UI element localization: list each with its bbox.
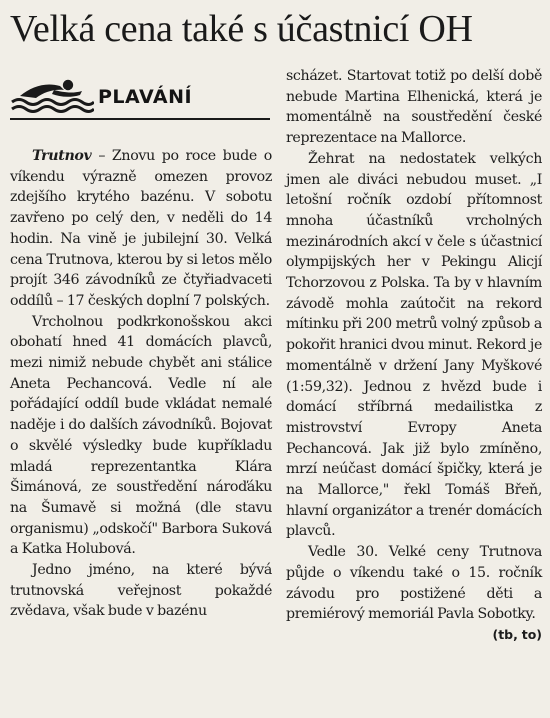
dateline-dash: – [91,148,112,164]
article-column-right [286,66,542,646]
author-credit: (tb, to) [492,626,542,642]
article-column-left [10,146,272,622]
section-label: PLAVÁNÍ [98,86,193,108]
paragraph-continued: scházet. Startovat totiž po delší době nebude Martina Elhenická, která je momentálně na soustředění české reprezentace na Mallorce. [286,68,542,147]
section-divider [10,118,270,120]
paragraph: Vrcholnou podkrkonošskou akci obohatí hned 41 domácích plavců, mezi nimiž nebude chybět ani stálice Aneta Pechancová. Vedle ní ale pořádající oddíl bude vkládat nemalé naděje i do dalších závodníků. Bojovat o skvělé výsledky bude kupříkladu mladá reprezentantka Klára Šimánová, ze soustředění nároďáku na Šumavě si možná (dle stavu organismu) „odskočí" Barbora Suková a Katka Holubová. [10,313,272,558]
paragraph-final [286,542,542,642]
paragraph-text: Znovu po roce bude o víkendu výrazně omezen provoz zdejšího krytého bazénu. V sobotu zavřeno po celý den, v neděli do 14 hodin. Na vině je jubilejní 30. Velká cena Trutnova, kterou by si letos mělo projít 346 závodníků ze čtyřiadvaceti oddílů – 17 českých doplní 7 polských. [10,148,272,309]
headline: Velká cena také s účastnicí OH [10,8,473,50]
paragraph: Jedno jméno, na které bývá trutnovská veřejnost pokaždé zvědava, však bude v bazénu [10,562,272,620]
swimmer-icon [10,76,94,116]
paragraph: Žehrat na nedostatek velkých jmen ale diváci nebudou muset. „I letošní ročník ozdobí přítomnost mnoha účastníků vrcholných mezinárodních akcí v čele s účastnicí olympijských her v Pekingu Alicjí Tchorzovou z Polska. Ta by v hlavním závodě mohla zaútočit na rekord mítinku při 200 metrů volný způsob a pokořit hranici dvou minut. Rekord je momentálně v držení Jany Myškové (1:59,32). Jednou z hvězd bude i domácí stříbrná medailistka z mistrovství Evropy Aneta Pechancová. Jak již bylo zmíněno, mrzí neúčast domácí špičky, která je na Mallorce," řekl Tomáš Břeň, hlavní organizátor a trenér domácích plavců. [286,150,542,540]
paragraph-lead [10,146,272,312]
paragraph-text: Vedle 30. Velké ceny Trutnova půjde o víkendu také o 15. ročník závodu pro postižené děti a premiérový memoriál Pavla Sobotky. [286,544,542,623]
section-rubric [10,72,278,122]
dateline: Trutnov [32,148,92,164]
